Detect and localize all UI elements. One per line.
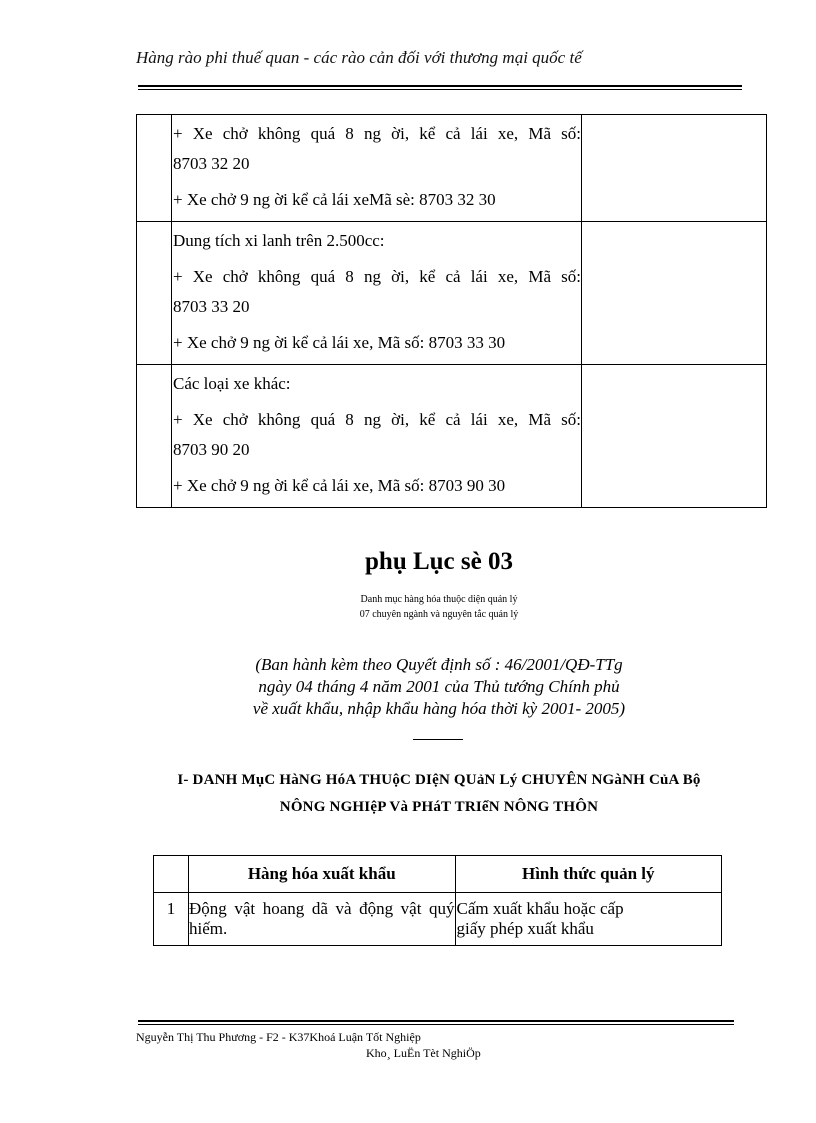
table-cell: + Xe chở không quá 8 ng ời, kể cả lái xe, Mã số: 8703 32 20 + Xe chở 9 ng ời kể cả lái xeMã sè: 8703 32 30 <box>172 115 582 222</box>
decision-line-1: (Ban hành kèm theo Quyết định số : 46/2001/QĐ-TTg <box>255 655 623 674</box>
table-row <box>137 115 767 222</box>
table-cell: Dung tích xi lanh trên 2.500cc: + Xe chở không quá 8 ng ời, kể cả lái xe, Mã số: 8703 33 20 + Xe chở 9 ng ời kể cả lái xe, Mã số: 8703 33 30 <box>172 222 582 365</box>
table-row <box>137 222 767 365</box>
column-header-management: Hình thức quản lý <box>455 856 722 893</box>
vehicle-code-table <box>136 114 767 508</box>
column-header-goods: Hàng hóa xuất khẩu <box>189 856 456 893</box>
appendix-title: phụ Lục sè 03 <box>365 548 513 575</box>
table-row <box>137 365 767 508</box>
section-heading-line-1: I- DANH MụC HàNG HóA THUộC DIệN QUảN Lý CHUYÊN NGàNH CủA Bộ <box>177 772 701 788</box>
section-heading-line-2: NÔNG NGHIệP Và PHáT TRIểN NÔNG THÔN <box>279 799 599 815</box>
appendix-subtitle-1: Danh mục hàng hóa thuộc diện quản lý <box>360 594 518 605</box>
footer-rule <box>138 1020 734 1022</box>
header-rule <box>138 85 742 87</box>
table-row <box>154 893 722 946</box>
goods-cell: Động vật hoang dã và động vật quý hiếm. <box>189 893 456 946</box>
appendix-subtitle-2: 07 chuyên ngành và nguyên tắc quản lý <box>359 609 519 620</box>
decision-line-3: về xuất khẩu, nhập khẩu hàng hóa thời kỳ 2001- 2005) <box>252 699 626 718</box>
decision-line-2: ngày 04 tháng 4 năm 2001 của Thủ tướng Chính phủ <box>258 677 620 696</box>
table-cell: Các loại xe khác: + Xe chở không quá 8 ng ời, kể cả lái xe, Mã số: 8703 90 20 + Xe chở 9 ng ời kể cả lái xe, Mã số: 8703 90 30 <box>172 365 582 508</box>
document-header: Hàng rào phi thuế quan - các rào cản đối với thương mại quốc tế <box>136 48 582 67</box>
management-cell: Cấm xuất khẩu hoặc cấp giấy phép xuất khẩu <box>455 893 722 946</box>
table-header-row <box>154 856 722 893</box>
divider <box>413 739 463 740</box>
footer-title: Kho¸ LuËn Tèt NghiÖp <box>366 1046 481 1060</box>
export-goods-table <box>153 855 722 946</box>
footer-author: Nguyễn Thị Thu Phương - F2 - K37Khoá Luận Tốt Nghiệp <box>136 1030 421 1044</box>
row-number: 1 <box>154 893 189 946</box>
